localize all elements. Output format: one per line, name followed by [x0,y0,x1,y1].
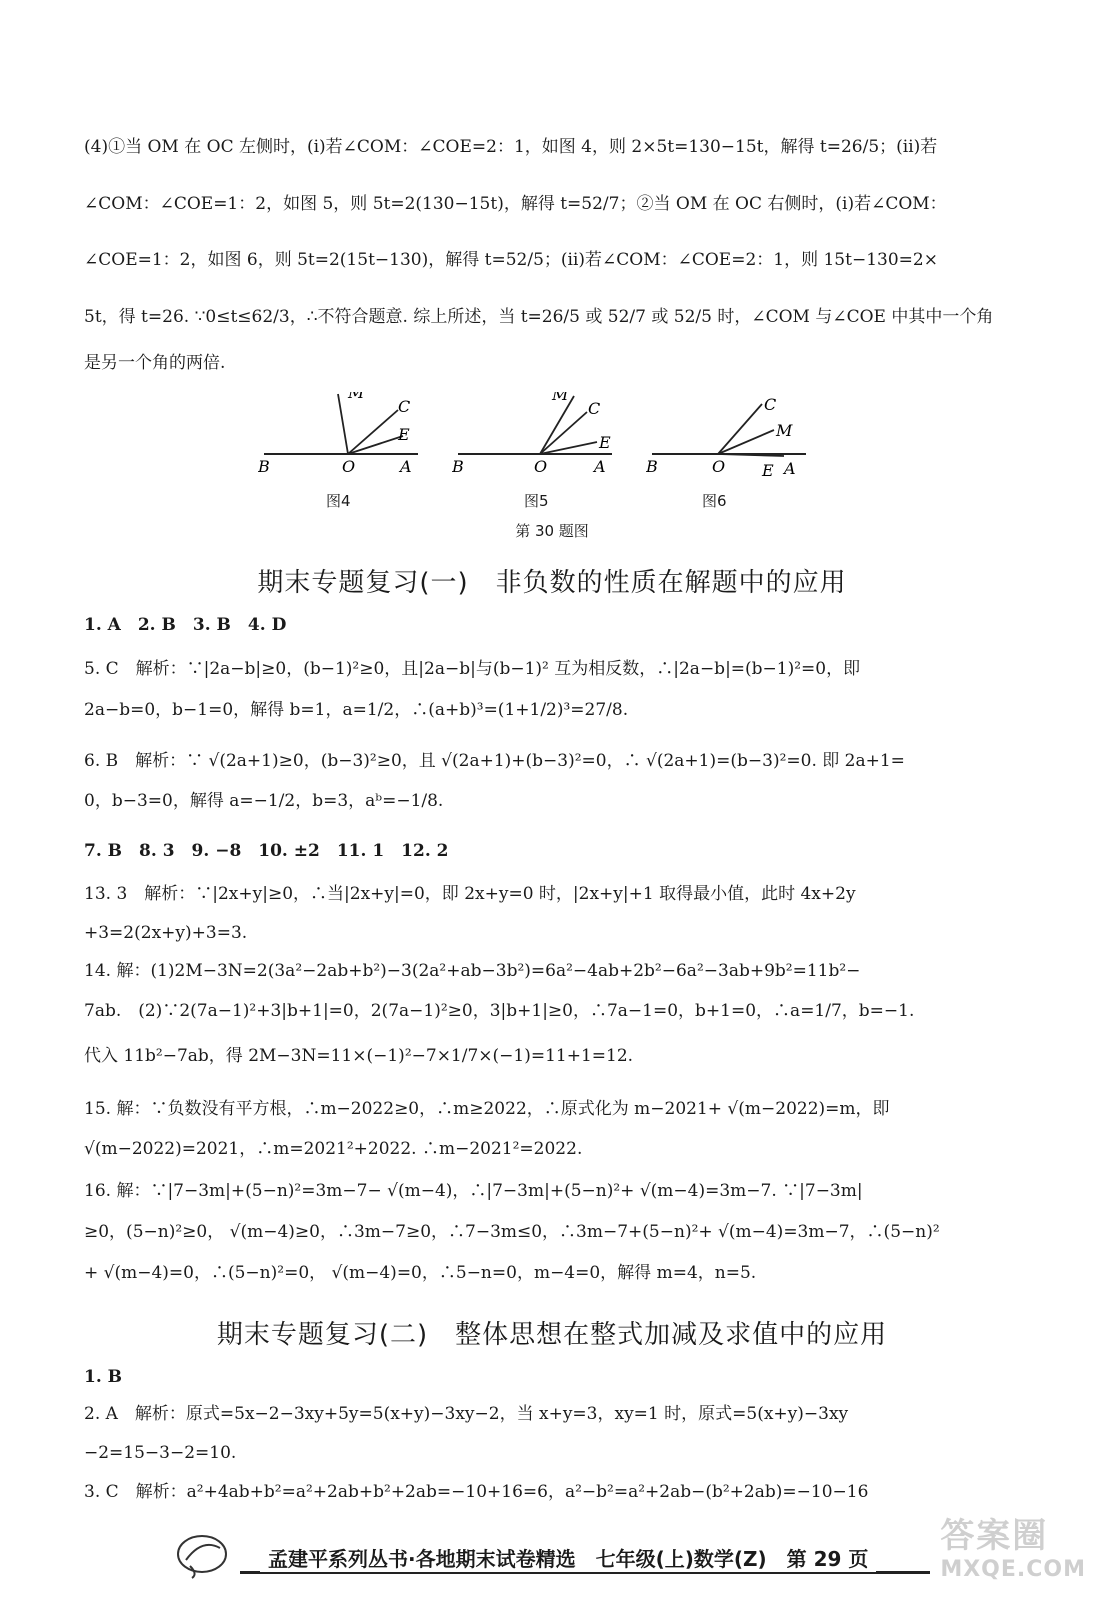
watermark-top: 答案圈 [940,1516,1049,1556]
label-O: O [712,457,726,476]
q5-line-1: 5. C 解析：∵|2a−b|≥0，(b−1)²≥0，且|2a−b|与(b−1)² 互为相反数，∴|2a−b|=(b−1)²=0，即 [84,659,861,679]
label-O: O [342,457,356,476]
label-A: A [594,457,606,476]
watermark-bottom: MXQE.COM [940,1557,1086,1582]
q16-line-1: 16. 解：∵|7−3m|+(5−n)²=3m−7− √(m−4)，∴|7−3m|+(5−n)²+ √(m−4)=3m−7. ∵|7−3m| [84,1181,863,1201]
label-B: B [452,457,464,476]
label-B: B [646,457,658,476]
q6-line-2: 0，b−3=0，解得 a=−1/2，b=3，aᵇ=−1/8. [84,791,444,811]
figure-5-caption: 图5 [524,492,549,510]
figure-6 [646,392,836,502]
answers-7-12: 7. B 8. 3 9. −8 10. ±2 11. 1 12. 2 [84,841,449,861]
label-M: M [776,421,793,440]
label-C: C [398,397,411,416]
figure-5 [452,392,642,502]
q2-line-2: −2=15−3−2=10. [84,1443,237,1463]
page-footer [180,1543,930,1585]
footer-text: 孟建平系列丛书·各地期末试卷精选 七年级(上)数学(Z) 第 29 页 [260,1543,876,1572]
q14-line-1: 14. 解：(1)2M−3N=2(3a²−2ab+b²)−3(2a²+ab−3b²)=6a²−4ab+2b²−6a²−3ab+9b²=11b²− [84,961,861,981]
para-line-4: 5t，得 t=26. ∵0≤t≤62/3，∴不符合题意. 综上所述，当 t=26/5 或 52/7 或 52/5 时，∠COM 与∠COE 中其中一个角 [84,307,994,327]
label-E: E [762,461,774,480]
figure-group-title: 第 30 题图 [515,522,589,540]
q2-line-1: 2. A 解析：原式=5x−2−3xy+5y=5(x+y)−3xy−2，当 x+y=3，xy=1 时，原式=5(x+y)−3xy [84,1404,849,1424]
q14-line-3: 代入 11b²−7ab，得 2M−3N=11×(−1)²−7×1/7×(−1)=11+1=12. [84,1046,634,1066]
para-line-2: ∠COM：∠COE=1：2，如图 5，则 5t=2(130−15t)，解得 t=52/7；②当 OM 在 OC 右侧时，(ⅰ)若∠COM： [84,194,947,214]
section-1-title: 期末专题复习(一) 非负数的性质在解题中的应用 [257,568,847,598]
q14-line-2: 7ab. (2)∵2(7a−1)²+3|b+1|=0，2(7a−1)²≥0，3|b+1|≥0，∴7a−1=0，b+1=0，∴a=1/7，b=−1. [84,1001,915,1021]
q15-line-2: √(m−2022)=2021，∴m=2021²+2022. ∴m−2021²=2022. [84,1139,583,1159]
figure-4-caption: 图4 [326,492,351,510]
label-M: M [348,392,365,402]
label-O: O [534,457,548,476]
label-C: C [764,395,777,414]
label-B: B [258,457,270,476]
label-A: A [784,459,796,478]
q15-line-1: 15. 解：∵负数没有平方根，∴m−2022≥0，∴m≥2022，∴原式化为 m−2021+ √(m−2022)=m，即 [84,1099,890,1119]
figure-4 [258,392,448,502]
para-line-3: ∠COE=1：2，如图 6，则 5t=2(15t−130)，解得 t=52/5；(ⅱ)若∠COM：∠COE=2：1，则 15t−130=2× [84,250,938,270]
q5-line-2: 2a−b=0，b−1=0，解得 b=1，a=1/2，∴(a+b)³=(1+1/2)³=27/8. [84,700,629,720]
answers-1-4: 1. A 2. B 3. B 4. D [84,615,287,635]
q16-line-3: + √(m−4)=0，∴(5−n)²=0， √(m−4)=0，∴5−n=0，m−4=0，解得 m=4，n=5. [84,1263,757,1283]
para-line-5: 是另一个角的两倍. [84,353,226,373]
label-A: A [400,457,412,476]
watermark [940,1508,1086,1582]
label-E: E [398,425,410,444]
label-M: M [552,392,569,404]
q3-line-1: 3. C 解析：a²+4ab+b²=a²+2ab+b²+2ab=−10+16=6，a²−b²=a²+2ab−(b²+2ab)=−10−16 [84,1482,869,1502]
label-E: E [599,433,611,452]
section-2-title: 期末专题复习(二) 整体思想在整式加减及求值中的应用 [216,1320,888,1350]
label-C: C [588,399,601,418]
q6-line-1: 6. B 解析：∵ √(2a+1)≥0，(b−3)²≥0，且 √(2a+1)+(b−3)²=0，∴ √(2a+1)=(b−3)²=0. 即 2a+1= [84,751,905,771]
answer-1: 1. B [84,1367,123,1387]
para-line-1: (4)①当 OM 在 OC 左侧时，(ⅰ)若∠COM：∠COE=2：1，如图 4，则 2×5t=130−15t，解得 t=26/5；(ⅱ)若 [84,137,938,157]
figure-6-caption: 图6 [702,492,727,510]
q13-line-1: 13. 3 解析：∵|2x+y|≥0，∴当|2x+y|=0，即 2x+y=0 时，|2x+y|+1 取得最小值，此时 4x+2y [84,884,856,904]
q13-line-2: +3=2(2x+y)+3=3. [84,923,248,943]
q16-line-2: ≥0，(5−n)²≥0， √(m−4)≥0，∴3m−7≥0，∴7−3m≤0，∴3m−7+(5−n)²+ √(m−4)=3m−7，∴(5−n)² [84,1222,940,1242]
